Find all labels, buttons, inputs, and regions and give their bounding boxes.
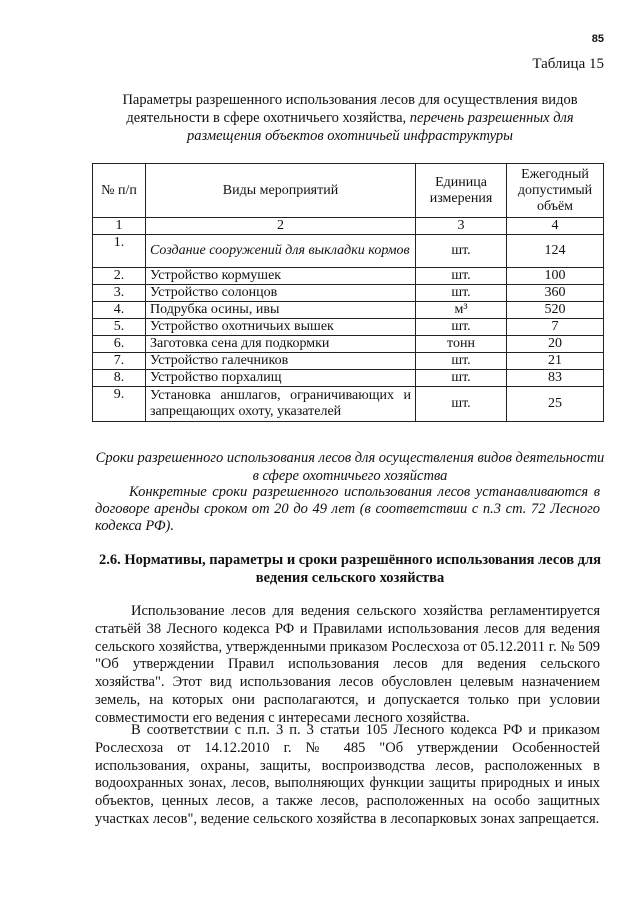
- table-row: [93, 336, 604, 353]
- row-volume: 21: [507, 353, 604, 370]
- col-num-4: 4: [507, 218, 604, 235]
- row-number: 2.: [93, 268, 146, 285]
- row-activity: Создание сооружений для выкладки кормов: [146, 235, 416, 268]
- column-numbering-row: [93, 218, 604, 235]
- row-activity: Устройство охотничьих вышек: [146, 319, 416, 336]
- row-unit: шт.: [416, 370, 507, 387]
- row-volume: 360: [507, 285, 604, 302]
- row-unit: шт.: [416, 268, 507, 285]
- row-volume: 20: [507, 336, 604, 353]
- table-row: [93, 285, 604, 302]
- row-volume: 25: [507, 387, 604, 422]
- col-num-1: 1: [93, 218, 146, 235]
- row-number: 4.: [93, 302, 146, 319]
- row-volume: 83: [507, 370, 604, 387]
- caption-normal: Параметры разрешенного использования лесов для осуществления видов деятельности в сфере охотничьего хозяйства,: [122, 92, 578, 126]
- table-row: [93, 387, 604, 422]
- row-number: 6.: [93, 336, 146, 353]
- table-row: [93, 319, 604, 336]
- row-activity: Устройство порхалищ: [146, 370, 416, 387]
- row-volume: 520: [507, 302, 604, 319]
- header-unit: Единица измерения: [416, 164, 507, 218]
- col-num-3: 3: [416, 218, 507, 235]
- table-row: [93, 235, 604, 268]
- table-row: [93, 370, 604, 387]
- body-paragraph-2: В соответствии с п.п. 3 п. 3 статьи 105 Лесного кодекса РФ и приказом Рослесхоза от 14.12.2010 г. № 485 "Об утверждении Особенностей использования, охраны, защиты, воспроизводства лесов, расположенных в водоохранных зонах, лесов, выполняющих функции защиты природных и иных объектов, ценных лесов, а также лесов, расположенных на особо защитных участках лесов", ведение сельского хозяйства в лесопарковых зонах запрещается.: [95, 722, 600, 827]
- parameters-table: [92, 163, 604, 422]
- row-unit: шт.: [416, 319, 507, 336]
- body-paragraph-1: Использование лесов для ведения сельского хозяйства регламентируется статьёй 38 Лесного кодекса РФ и Правилами использования лесов для ведения сельского хозяйства, утвержденными приказом Рослесхоза от 05.12.2011 г. № 509 "Об утверждении Правил использования лесов для ведения сельского хозяйства". Этот вид использования лесов обусловлен целевым назначением земель, на которых они располагаются, и допускается только при условии совместимости его ведения с интересами лесного хозяйства.: [95, 603, 600, 726]
- header-activity: Виды мероприятий: [146, 164, 416, 218]
- header-volume: Ежегодный допустимый объём: [507, 164, 604, 218]
- row-volume: 100: [507, 268, 604, 285]
- row-number: 3.: [93, 285, 146, 302]
- row-activity: Устройство галечников: [146, 353, 416, 370]
- row-activity: Устройство кормушек: [146, 268, 416, 285]
- table-caption: [95, 91, 605, 145]
- row-unit: шт.: [416, 235, 507, 268]
- row-unit: тонн: [416, 336, 507, 353]
- table-row: [93, 302, 604, 319]
- row-number: 5.: [93, 319, 146, 336]
- col-num-2: 2: [146, 218, 416, 235]
- page-number: 85: [591, 33, 604, 45]
- row-unit: шт.: [416, 387, 507, 422]
- row-volume: 124: [507, 235, 604, 268]
- section-title: 2.6. Нормативы, параметры и сроки разрешённого использования лесов для ведения сельского хозяйства: [99, 552, 601, 586]
- table-header-row: [93, 164, 604, 218]
- row-number: 8.: [93, 370, 146, 387]
- table-row: [93, 353, 604, 370]
- table-row: [93, 268, 604, 285]
- row-activity: Установка аншлагов, ограничивающих и запрещающих охоту, указателей: [146, 387, 416, 422]
- row-volume: 7: [507, 319, 604, 336]
- row-unit: шт.: [416, 285, 507, 302]
- row-number: 1.: [93, 235, 146, 268]
- row-number: 9.: [93, 387, 146, 422]
- header-number: № п/п: [93, 164, 146, 218]
- terms-title: Сроки разрешенного использования лесов для осуществления видов деятельности в сфере охотничьего хозяйства: [95, 450, 605, 484]
- caption-italic: перечень разрешенных для размещения объектов охотничьей инфраструктуры: [187, 110, 574, 144]
- row-unit: м³: [416, 302, 507, 319]
- row-activity: Подрубка осины, ивы: [146, 302, 416, 319]
- row-activity: Заготовка сена для подкормки: [146, 336, 416, 353]
- row-unit: шт.: [416, 353, 507, 370]
- row-activity: Устройство солонцов: [146, 285, 416, 302]
- terms-text: Конкретные сроки разрешенного использования лесов устанавливаются в договоре аренды сроком от 20 до 49 лет (в соответствии с п.3 ст. 72 Лесного кодекса РФ).: [95, 484, 600, 534]
- table-label: Таблица 15: [532, 56, 604, 72]
- row-number: 7.: [93, 353, 146, 370]
